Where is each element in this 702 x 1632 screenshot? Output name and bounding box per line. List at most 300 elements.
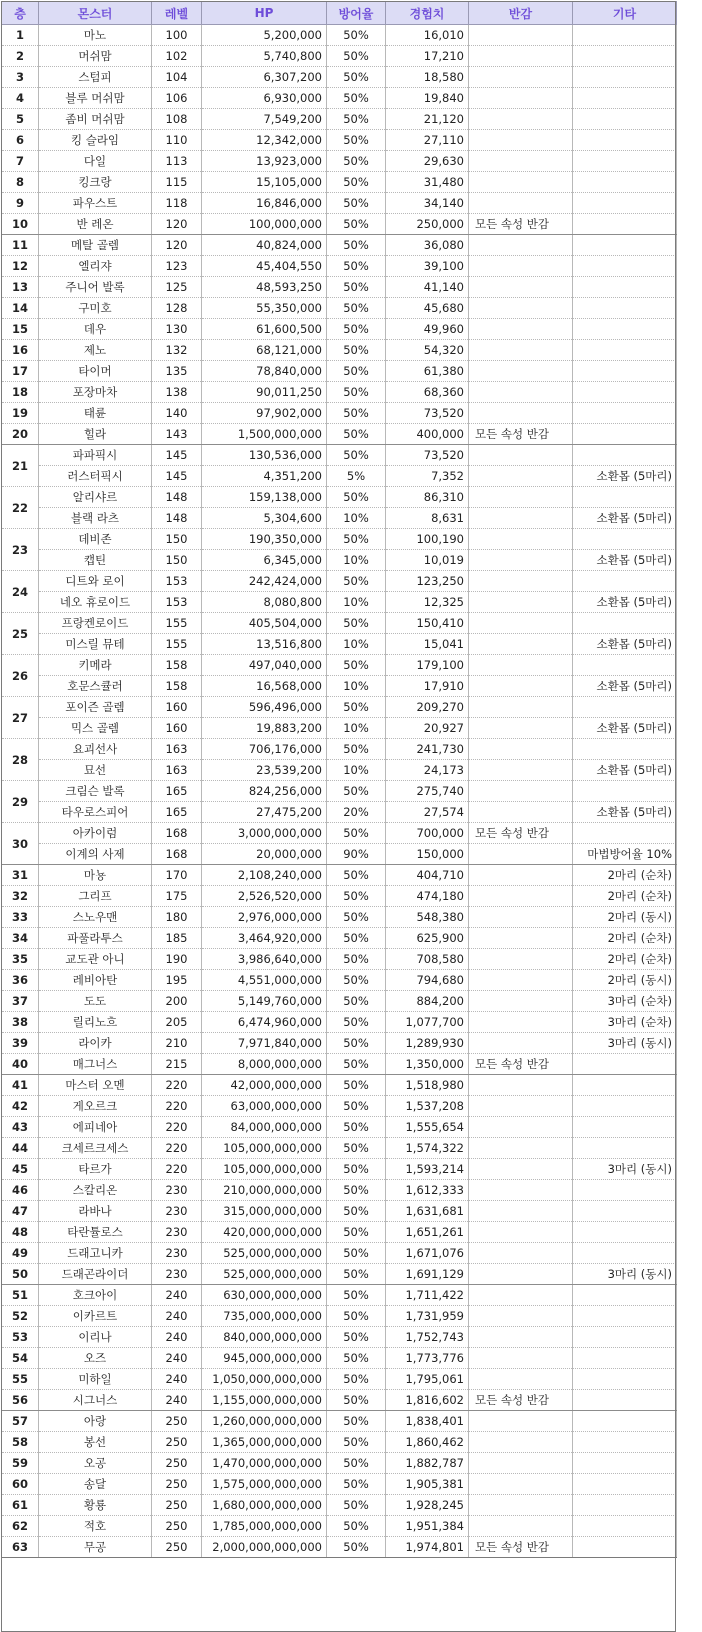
table-row (2, 361, 677, 382)
resist-cell (469, 1369, 573, 1390)
hp-cell: 1,260,000,000,000 (202, 1411, 327, 1432)
level-cell: 128 (152, 298, 202, 319)
exp-cell: 209,270 (386, 697, 469, 718)
monster-name: 킹 슬라임 (39, 130, 152, 151)
exp-cell: 18,580 (386, 67, 469, 88)
level-cell: 230 (152, 1222, 202, 1243)
defense-cell: 50% (327, 1054, 386, 1075)
table-row (2, 1348, 677, 1369)
resist-cell (469, 508, 573, 529)
exp-cell: 24,173 (386, 760, 469, 781)
floor-number: 45 (2, 1159, 39, 1180)
level-cell: 118 (152, 193, 202, 214)
header-level: 레벨 (152, 2, 202, 25)
floor-number: 40 (2, 1054, 39, 1075)
etc-cell: 2마리 (동시) (573, 907, 677, 928)
defense-cell: 50% (327, 907, 386, 928)
table-row (2, 88, 677, 109)
floor-number: 22 (2, 487, 39, 529)
monster-name: 타란튤로스 (39, 1222, 152, 1243)
defense-cell: 50% (327, 403, 386, 424)
etc-cell (573, 1537, 677, 1558)
monster-name: 파우스트 (39, 193, 152, 214)
monster-name: 캡틴 (39, 550, 152, 571)
hp-cell: 16,846,000 (202, 193, 327, 214)
monster-name: 호크아이 (39, 1285, 152, 1306)
resist-cell (469, 1243, 573, 1264)
resist-cell (469, 802, 573, 823)
floor-number: 14 (2, 298, 39, 319)
monster-name: 구미호 (39, 298, 152, 319)
exp-cell: 29,630 (386, 151, 469, 172)
floor-number: 30 (2, 823, 39, 865)
hp-cell: 45,404,550 (202, 256, 327, 277)
etc-cell: 3마리 (동시) (573, 1159, 677, 1180)
monster-name: 킹크랑 (39, 172, 152, 193)
table-row (2, 697, 677, 718)
table-row (2, 445, 677, 466)
table-row (2, 1474, 677, 1495)
defense-cell: 50% (327, 697, 386, 718)
level-cell: 115 (152, 172, 202, 193)
level-cell: 250 (152, 1537, 202, 1558)
defense-cell: 50% (327, 445, 386, 466)
table-row (2, 1201, 677, 1222)
defense-cell: 50% (327, 655, 386, 676)
level-cell: 250 (152, 1453, 202, 1474)
defense-cell: 50% (327, 361, 386, 382)
etc-cell (573, 67, 677, 88)
etc-cell (573, 46, 677, 67)
table-row (2, 1432, 677, 1453)
floor-number: 16 (2, 340, 39, 361)
table-row (2, 550, 677, 571)
monster-name: 디트와 로이 (39, 571, 152, 592)
exp-cell: 1,795,061 (386, 1369, 469, 1390)
floor-number: 8 (2, 172, 39, 193)
resist-cell (469, 109, 573, 130)
hp-cell: 706,176,000 (202, 739, 327, 760)
resist-cell (469, 865, 573, 886)
floor-number: 27 (2, 697, 39, 739)
defense-cell: 50% (327, 424, 386, 445)
exp-cell: 1,951,384 (386, 1516, 469, 1537)
hp-cell: 78,840,000 (202, 361, 327, 382)
etc-cell (573, 1432, 677, 1453)
level-cell: 170 (152, 865, 202, 886)
exp-cell: 1,289,930 (386, 1033, 469, 1054)
table-row (2, 1012, 677, 1033)
etc-cell (573, 130, 677, 151)
level-cell: 158 (152, 676, 202, 697)
monster-name: 러스터픽시 (39, 466, 152, 487)
hp-cell: 840,000,000,000 (202, 1327, 327, 1348)
hp-cell: 1,155,000,000,000 (202, 1390, 327, 1411)
floor-number: 31 (2, 865, 39, 886)
hp-cell: 7,971,840,000 (202, 1033, 327, 1054)
exp-cell: 625,900 (386, 928, 469, 949)
hp-cell: 105,000,000,000 (202, 1138, 327, 1159)
monster-name: 미하일 (39, 1369, 152, 1390)
exp-cell: 884,200 (386, 991, 469, 1012)
table-row (2, 1285, 677, 1306)
exp-cell: 17,210 (386, 46, 469, 67)
level-cell: 168 (152, 844, 202, 865)
etc-cell (573, 403, 677, 424)
defense-cell: 50% (327, 1369, 386, 1390)
level-cell: 138 (152, 382, 202, 403)
floor-number: 42 (2, 1096, 39, 1117)
defense-cell: 10% (327, 592, 386, 613)
level-cell: 240 (152, 1306, 202, 1327)
resist-cell (469, 844, 573, 865)
hp-cell: 497,040,000 (202, 655, 327, 676)
defense-cell: 50% (327, 319, 386, 340)
level-cell: 240 (152, 1285, 202, 1306)
resist-cell (469, 1075, 573, 1096)
table-row (2, 928, 677, 949)
etc-cell (573, 1495, 677, 1516)
defense-cell: 50% (327, 235, 386, 256)
level-cell: 165 (152, 781, 202, 802)
etc-cell (573, 1201, 677, 1222)
table-row (2, 214, 677, 235)
exp-cell: 86,310 (386, 487, 469, 508)
monster-name: 아카이럼 (39, 823, 152, 844)
floor-number: 4 (2, 88, 39, 109)
etc-cell: 2마리 (순차) (573, 865, 677, 886)
defense-cell: 50% (327, 1495, 386, 1516)
defense-cell: 50% (327, 613, 386, 634)
monster-name: 블루 머쉬맘 (39, 88, 152, 109)
hp-cell: 84,000,000,000 (202, 1117, 327, 1138)
table-row (2, 1159, 677, 1180)
defense-cell: 50% (327, 214, 386, 235)
hp-cell: 13,516,800 (202, 634, 327, 655)
floor-number: 38 (2, 1012, 39, 1033)
table-row (2, 151, 677, 172)
floor-number: 54 (2, 1348, 39, 1369)
defense-cell: 10% (327, 550, 386, 571)
defense-cell: 50% (327, 1201, 386, 1222)
exp-cell: 1,537,208 (386, 1096, 469, 1117)
monster-name: 무공 (39, 1537, 152, 1558)
hp-cell: 19,883,200 (202, 718, 327, 739)
table-row (2, 1180, 677, 1201)
hp-cell: 4,551,000,000 (202, 970, 327, 991)
level-cell: 135 (152, 361, 202, 382)
etc-cell (573, 256, 677, 277)
resist-cell (469, 571, 573, 592)
resist-cell (469, 151, 573, 172)
monster-name: 황룡 (39, 1495, 152, 1516)
exp-cell: 708,580 (386, 949, 469, 970)
level-cell: 148 (152, 487, 202, 508)
exp-cell: 1,518,980 (386, 1075, 469, 1096)
hp-cell: 210,000,000,000 (202, 1180, 327, 1201)
monster-name: 제노 (39, 340, 152, 361)
monster-name: 릴리노흐 (39, 1012, 152, 1033)
level-cell: 155 (152, 634, 202, 655)
floor-number: 10 (2, 214, 39, 235)
etc-cell (573, 88, 677, 109)
level-cell: 158 (152, 655, 202, 676)
defense-cell: 50% (327, 1537, 386, 1558)
exp-cell: 27,110 (386, 130, 469, 151)
etc-cell (573, 571, 677, 592)
exp-cell: 1,711,422 (386, 1285, 469, 1306)
etc-cell (573, 1180, 677, 1201)
resist-cell (469, 550, 573, 571)
defense-cell: 50% (327, 991, 386, 1012)
defense-cell: 50% (327, 1327, 386, 1348)
etc-cell (573, 823, 677, 844)
exp-cell: 548,380 (386, 907, 469, 928)
table-row (2, 235, 677, 256)
floor-number: 19 (2, 403, 39, 424)
floor-number: 51 (2, 1285, 39, 1306)
monster-name: 태륜 (39, 403, 152, 424)
floor-number: 62 (2, 1516, 39, 1537)
etc-cell: 마법방어율 10% (573, 844, 677, 865)
etc-cell (573, 1348, 677, 1369)
monster-name: 포이즌 골렘 (39, 697, 152, 718)
defense-cell: 50% (327, 739, 386, 760)
monster-name: 드래곤라이더 (39, 1264, 152, 1285)
defense-cell: 50% (327, 487, 386, 508)
defense-cell: 50% (327, 781, 386, 802)
hp-cell: 55,350,000 (202, 298, 327, 319)
resist-cell (469, 1264, 573, 1285)
etc-cell (573, 340, 677, 361)
resist-cell (469, 1033, 573, 1054)
level-cell: 230 (152, 1201, 202, 1222)
header-defense: 방어율 (327, 2, 386, 25)
table-row (2, 1054, 677, 1075)
floor-number: 41 (2, 1075, 39, 1096)
resist-cell (469, 361, 573, 382)
floor-number: 49 (2, 1243, 39, 1264)
etc-cell: 3마리 (순차) (573, 991, 677, 1012)
level-cell: 230 (152, 1180, 202, 1201)
table-row (2, 1117, 677, 1138)
level-cell: 220 (152, 1096, 202, 1117)
defense-cell: 50% (327, 109, 386, 130)
hp-cell: 20,000,000 (202, 844, 327, 865)
etc-cell (573, 25, 677, 46)
monster-name: 블랙 라츠 (39, 508, 152, 529)
etc-cell: 소환몹 (5마리) (573, 592, 677, 613)
table-row (2, 991, 677, 1012)
floor-number: 44 (2, 1138, 39, 1159)
etc-cell: 소환몹 (5마리) (573, 550, 677, 571)
exp-cell: 31,480 (386, 172, 469, 193)
etc-cell: 2마리 (순차) (573, 928, 677, 949)
resist-cell (469, 970, 573, 991)
resist-cell (469, 781, 573, 802)
hp-cell: 2,000,000,000,000 (202, 1537, 327, 1558)
exp-cell: 700,000 (386, 823, 469, 844)
resist-cell (469, 1138, 573, 1159)
exp-cell: 1,671,076 (386, 1243, 469, 1264)
monster-name: 게오르크 (39, 1096, 152, 1117)
resist-cell (469, 1348, 573, 1369)
exp-cell: 1,816,602 (386, 1390, 469, 1411)
floor-number: 36 (2, 970, 39, 991)
hp-cell: 1,785,000,000,000 (202, 1516, 327, 1537)
defense-cell: 50% (327, 970, 386, 991)
exp-cell: 17,910 (386, 676, 469, 697)
hp-cell: 40,824,000 (202, 235, 327, 256)
level-cell: 160 (152, 718, 202, 739)
level-cell: 153 (152, 592, 202, 613)
table-row (2, 529, 677, 550)
monster-name: 이카르트 (39, 1306, 152, 1327)
resist-cell (469, 172, 573, 193)
exp-cell: 12,325 (386, 592, 469, 613)
etc-cell (573, 445, 677, 466)
resist-cell (469, 1495, 573, 1516)
hp-cell: 15,105,000 (202, 172, 327, 193)
table-row (2, 781, 677, 802)
floor-number: 21 (2, 445, 39, 487)
defense-cell: 50% (327, 256, 386, 277)
level-cell: 145 (152, 466, 202, 487)
defense-cell: 50% (327, 529, 386, 550)
defense-cell: 50% (327, 1285, 386, 1306)
level-cell: 220 (152, 1117, 202, 1138)
exp-cell: 1,773,776 (386, 1348, 469, 1369)
monster-name: 키메라 (39, 655, 152, 676)
monster-name: 호문스큘러 (39, 676, 152, 697)
resist-cell (469, 1474, 573, 1495)
monster-name: 매그너스 (39, 1054, 152, 1075)
etc-cell (573, 1369, 677, 1390)
level-cell: 175 (152, 886, 202, 907)
etc-cell (573, 1474, 677, 1495)
table-row (2, 1075, 677, 1096)
header-row (2, 2, 677, 25)
hp-cell: 130,536,000 (202, 445, 327, 466)
resist-cell (469, 25, 573, 46)
level-cell: 132 (152, 340, 202, 361)
table-row (2, 676, 677, 697)
exp-cell: 1,838,401 (386, 1411, 469, 1432)
table-row (2, 970, 677, 991)
monster-name: 파풀라투스 (39, 928, 152, 949)
table-row (2, 865, 677, 886)
resist-cell (469, 1453, 573, 1474)
defense-cell: 50% (327, 1117, 386, 1138)
level-cell: 155 (152, 613, 202, 634)
floor-number: 7 (2, 151, 39, 172)
exp-cell: 1,882,787 (386, 1453, 469, 1474)
exp-cell: 1,928,245 (386, 1495, 469, 1516)
level-cell: 250 (152, 1432, 202, 1453)
table-row (2, 1516, 677, 1537)
defense-cell: 50% (327, 1264, 386, 1285)
hp-cell: 190,350,000 (202, 529, 327, 550)
header-monster: 몬스터 (39, 2, 152, 25)
level-cell: 205 (152, 1012, 202, 1033)
resist-cell (469, 1222, 573, 1243)
monster-name: 파파픽시 (39, 445, 152, 466)
monster-name: 에피네아 (39, 1117, 152, 1138)
etc-cell (573, 1054, 677, 1075)
floor-number: 50 (2, 1264, 39, 1285)
monster-name: 봉선 (39, 1432, 152, 1453)
resist-cell (469, 907, 573, 928)
level-cell: 250 (152, 1411, 202, 1432)
table-row (2, 67, 677, 88)
header-resist: 반감 (469, 2, 573, 25)
exp-cell: 1,593,214 (386, 1159, 469, 1180)
defense-cell: 50% (327, 46, 386, 67)
etc-cell (573, 361, 677, 382)
defense-cell: 10% (327, 760, 386, 781)
resist-cell (469, 1306, 573, 1327)
level-cell: 250 (152, 1516, 202, 1537)
defense-cell: 50% (327, 949, 386, 970)
floor-number: 60 (2, 1474, 39, 1495)
hp-cell: 8,080,800 (202, 592, 327, 613)
floor-number: 2 (2, 46, 39, 67)
defense-cell: 10% (327, 676, 386, 697)
resist-cell (469, 403, 573, 424)
etc-cell (573, 697, 677, 718)
monster-name: 데우 (39, 319, 152, 340)
level-cell: 100 (152, 25, 202, 46)
exp-cell: 54,320 (386, 340, 469, 361)
table-row (2, 739, 677, 760)
resist-cell (469, 613, 573, 634)
floor-number: 52 (2, 1306, 39, 1327)
resist-cell (469, 46, 573, 67)
hp-cell: 16,568,000 (202, 676, 327, 697)
exp-cell: 39,100 (386, 256, 469, 277)
monster-name: 스텀피 (39, 67, 152, 88)
floor-number: 56 (2, 1390, 39, 1411)
table-row (2, 487, 677, 508)
hp-cell: 630,000,000,000 (202, 1285, 327, 1306)
table-row (2, 1306, 677, 1327)
defense-cell: 10% (327, 634, 386, 655)
defense-cell: 50% (327, 1033, 386, 1054)
table-row (2, 1327, 677, 1348)
etc-cell (573, 1390, 677, 1411)
etc-cell: 3마리 (순차) (573, 1012, 677, 1033)
level-cell: 120 (152, 214, 202, 235)
monster-name: 레비아탄 (39, 970, 152, 991)
resist-cell (469, 193, 573, 214)
level-cell: 108 (152, 109, 202, 130)
exp-cell: 1,612,333 (386, 1180, 469, 1201)
floor-number: 25 (2, 613, 39, 655)
level-cell: 195 (152, 970, 202, 991)
defense-cell: 50% (327, 886, 386, 907)
table-row (2, 193, 677, 214)
hp-cell: 3,000,000,000 (202, 823, 327, 844)
header-etc: 기타 (573, 2, 677, 25)
floor-number: 43 (2, 1117, 39, 1138)
hp-cell: 4,351,200 (202, 466, 327, 487)
table-row (2, 571, 677, 592)
defense-cell: 20% (327, 802, 386, 823)
level-cell: 220 (152, 1075, 202, 1096)
etc-cell (573, 319, 677, 340)
etc-cell (573, 193, 677, 214)
monster-name: 요괴선사 (39, 739, 152, 760)
